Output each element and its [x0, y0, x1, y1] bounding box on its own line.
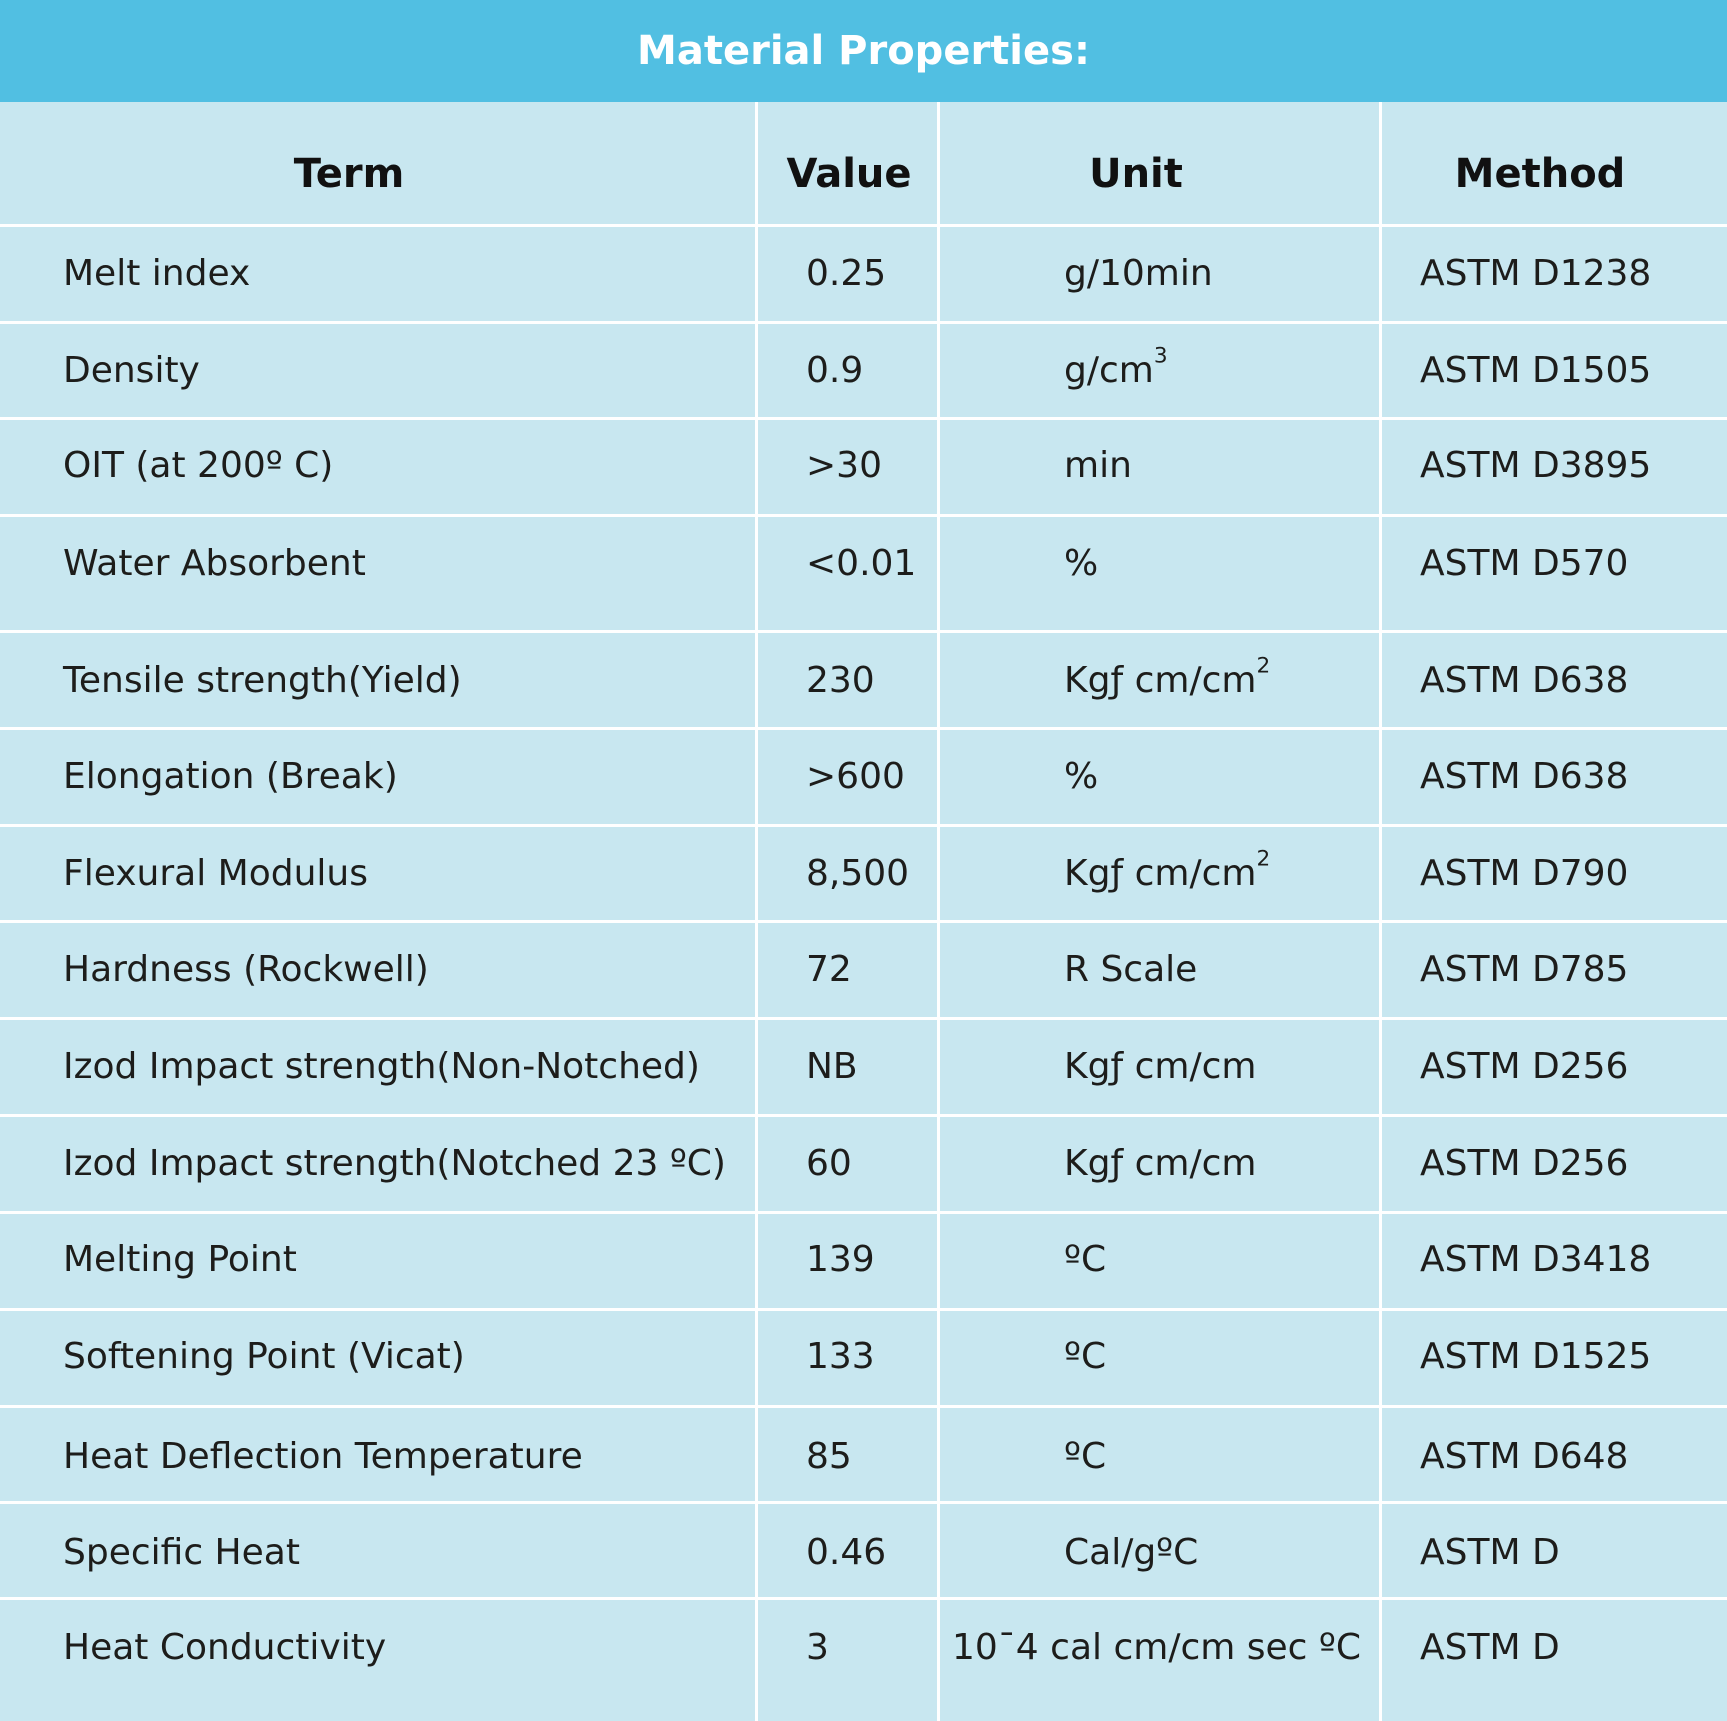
cell-value: <0.01	[806, 543, 917, 584]
unit-text: g/cm	[1064, 350, 1154, 391]
cell-term: Density	[63, 350, 200, 391]
row-divider	[0, 1211, 1727, 1214]
row-divider	[0, 417, 1727, 420]
cell-term: Water Absorbent	[63, 543, 366, 584]
unit-text: 10¯4 cal cm/cm sec ºC	[952, 1627, 1361, 1668]
unit-text: ºC	[1064, 1336, 1107, 1377]
row-divider	[0, 321, 1727, 324]
cell-method: ASTM D570	[1420, 543, 1629, 584]
row-divider	[0, 224, 1727, 227]
cell-unit	[1064, 253, 1213, 294]
row-divider	[0, 1405, 1727, 1408]
unit-superscript: 3	[1153, 343, 1168, 369]
cell-unit	[1064, 1046, 1257, 1087]
cell-value: 0.25	[806, 253, 887, 294]
cell-term: Heat Deflection Temperature	[63, 1436, 583, 1477]
cell-unit	[1064, 756, 1099, 797]
unit-text: Kgƒ cm/cm	[1064, 853, 1257, 894]
cell-value: >600	[806, 756, 905, 797]
cell-method: ASTM D	[1420, 1532, 1560, 1573]
cell-unit	[1064, 1239, 1107, 1280]
cell-unit	[1064, 949, 1198, 990]
header-method: Method	[1454, 151, 1626, 197]
cell-value: 0.46	[806, 1532, 887, 1573]
cell-method: ASTM D1238	[1420, 253, 1652, 294]
cell-term: Softening Point (Vicat)	[63, 1336, 465, 1377]
unit-text: Kgƒ cm/cm	[1064, 1046, 1257, 1087]
header-term: Term	[293, 151, 405, 197]
cell-value: 3	[806, 1627, 829, 1668]
cell-term: Hardness (Rockwell)	[63, 949, 429, 990]
cell-method: ASTM D256	[1420, 1143, 1629, 1184]
cell-method: ASTM D638	[1420, 660, 1629, 701]
cell-unit	[1064, 653, 1271, 701]
cell-unit	[952, 1627, 1361, 1668]
row-divider	[0, 630, 1727, 633]
header-unit: Unit	[1089, 151, 1183, 197]
cell-method: ASTM D790	[1420, 853, 1629, 894]
unit-text: Kgƒ cm/cm	[1064, 1143, 1257, 1184]
cell-method: ASTM D3895	[1420, 445, 1652, 486]
cell-unit	[1064, 846, 1271, 894]
cell-term: Izod Impact strength(Notched 23 ºC)	[63, 1143, 726, 1184]
cell-value: 139	[806, 1239, 875, 1280]
cell-term: Elongation (Break)	[63, 756, 398, 797]
cell-term: Melt index	[63, 253, 251, 294]
row-divider	[0, 1308, 1727, 1311]
header-value: Value	[786, 151, 912, 197]
cell-method: ASTM D1505	[1420, 350, 1652, 391]
cell-value: 60	[806, 1143, 852, 1184]
unit-text: %	[1064, 543, 1099, 584]
cell-term: Heat Conductivity	[63, 1627, 387, 1668]
unit-text: ºC	[1064, 1239, 1107, 1280]
column-divider	[1379, 102, 1382, 1721]
cell-unit	[1064, 543, 1099, 584]
cell-method: ASTM D785	[1420, 949, 1629, 990]
unit-text: g/10min	[1064, 253, 1213, 294]
unit-text: R Scale	[1064, 949, 1198, 990]
row-divider	[0, 920, 1727, 923]
cell-method: ASTM D3418	[1420, 1239, 1652, 1280]
cell-unit	[1064, 1336, 1107, 1377]
cell-value: 85	[806, 1436, 852, 1477]
unit-text: ºC	[1064, 1436, 1107, 1477]
cell-term: OIT (at 200º C)	[63, 445, 334, 486]
cell-value: 72	[806, 949, 852, 990]
unit-superscript: 2	[1256, 846, 1271, 872]
row-divider	[0, 824, 1727, 827]
cell-value: NB	[806, 1046, 858, 1087]
cell-method: ASTM D1525	[1420, 1336, 1652, 1377]
cell-value: 0.9	[806, 350, 864, 391]
column-divider	[937, 102, 940, 1721]
unit-text: min	[1064, 445, 1132, 486]
cell-unit	[1064, 1436, 1107, 1477]
row-divider	[0, 727, 1727, 730]
cell-term: Flexural Modulus	[63, 853, 368, 894]
cell-unit	[1064, 1143, 1257, 1184]
cell-unit	[1064, 343, 1168, 391]
cell-method: ASTM D648	[1420, 1436, 1629, 1477]
cell-term: Melting Point	[63, 1239, 297, 1280]
cell-unit	[1064, 445, 1132, 486]
cell-value: 230	[806, 660, 875, 701]
cell-term: Tensile strength(Yield)	[63, 660, 462, 701]
cell-method: ASTM D	[1420, 1627, 1560, 1668]
unit-text: %	[1064, 756, 1099, 797]
cell-value: 8,500	[806, 853, 910, 894]
cell-method: ASTM D256	[1420, 1046, 1629, 1087]
cell-method: ASTM D638	[1420, 756, 1629, 797]
row-divider	[0, 1501, 1727, 1504]
cell-value: >30	[806, 445, 882, 486]
unit-superscript: 2	[1256, 653, 1271, 679]
row-divider	[0, 1114, 1727, 1117]
column-divider	[755, 102, 758, 1721]
cell-term: Specific Heat	[63, 1532, 300, 1573]
cell-value: 133	[806, 1336, 875, 1377]
unit-text: Cal/gºC	[1064, 1532, 1199, 1573]
cell-term: Izod Impact strength(Non-Notched)	[63, 1046, 700, 1087]
row-divider	[0, 1597, 1727, 1600]
row-divider	[0, 514, 1727, 517]
cell-unit	[1064, 1532, 1199, 1573]
unit-text: Kgƒ cm/cm	[1064, 660, 1257, 701]
row-divider	[0, 1017, 1727, 1020]
table-title: Material Properties:	[0, 0, 1727, 102]
